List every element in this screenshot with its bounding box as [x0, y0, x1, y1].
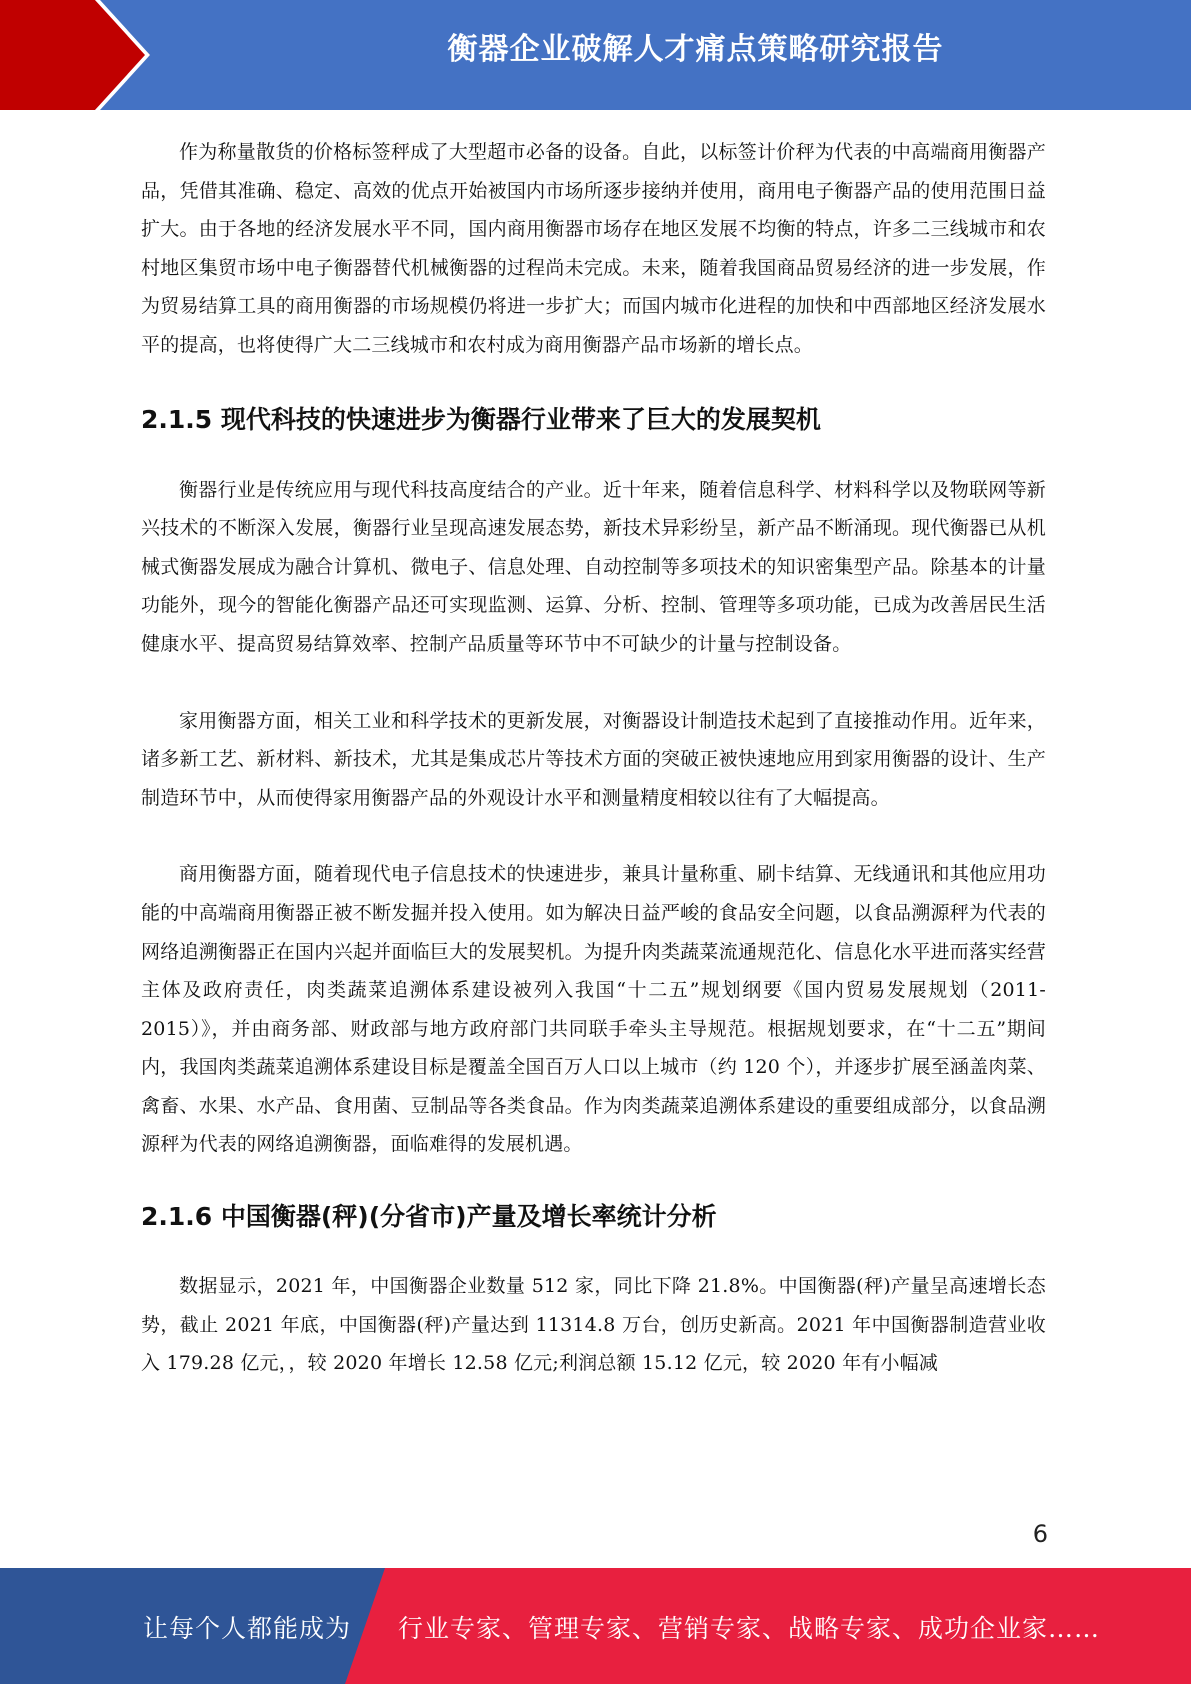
page-number: 6 [1032, 1520, 1048, 1548]
report-header [0, 0, 1191, 110]
paragraph-2-1-6-data: 数据显示，2021 年，中国衡器企业数量 512 家，同比下降 21.8%。中国衡器(秤)产量呈高速增长态势，截止 2021 年底，中国衡器(秤)产量达到 11314.8 万台，创历史新高。2021 年中国衡器制造营业收入 179.28 亿元，，较 2020 年增长 12.58 亿元;利润总额 15.12 亿元，较 2020 年有小幅减 [141, 1275, 1046, 1375]
header-chevron-decoration [0, 0, 160, 110]
header-red-chevron [0, 0, 150, 110]
paragraph-intro: 作为称量散货的价格标签秤成了大型超市必备的设备。自此，以标签计价秤为代表的中高端商用衡器产品，凭借其准确、稳定、高效的优点开始被国内市场所逐步接纳并使用，商用电子衡器产品的使用范围日益扩大。由于各地的经济发展水平不同，国内商用衡器市场存在地区发展不均衡的特点，许多二三线城市和农村地区集贸市场中电子衡器替代机械衡器的过程尚未完成。未来，随着我国商品贸易经济的进一步发展，作为贸易结算工具的商用衡器的市场规模仍将进一步扩大；而国内城市化进程的加快和中西部地区经济发展水平的提高，也将使得广大二三线城市和农村成为商用衡器产品市场新的增长点。 [141, 141, 1046, 356]
paragraph-2-1-5-household: 家用衡器方面，相关工业和科学技术的更新发展，对衡器设计制造技术起到了直接推动作用。近年来，诸多新工艺、新材料、新技术，尤其是集成芯片等技术方面的突破正被快速地应用到家用衡器的设计、生产制造环节中，从而使得家用衡器产品的外观设计水平和测量精度相较以往有了大幅提高。 [141, 709, 1046, 809]
report-footer [0, 1568, 1191, 1684]
footer-slogan-left: 让每个人都能成为 [143, 1614, 352, 1643]
paragraph-2-1-5-commercial: 商用衡器方面，随着现代电子信息技术的快速进步，兼具计量称重、刷卡结算、无线通讯和其他应用功能的中高端商用衡器正被不断发掘并投入使用。如为解决日益严峻的食品安全问题，以食品溯源秤为代表的网络追溯衡器正在国内兴起并面临巨大的发展契机。为提升肉类蔬菜流通规范化、信息化水平进而落实经营主体及政府责任，肉类蔬菜追溯体系建设被列入我国“十二五”规划纲要《国内贸易发展规划（2011-2015）》，并由商务部、财政部与地方政府部门共同联手牵头主导规范。根据规划要求，在“十二五”期间内，我国肉类蔬菜追溯体系建设目标是覆盖全国百万人口以上城市（约 120 个），并逐步扩展至涵盖肉菜、禽畜、水果、水产品、食用菌、豆制品等各类食品。作为肉类蔬菜追溯体系建设的重要组成部分，以食品溯源秤为代表的网络追溯衡器，面临难得的发展机遇。 [141, 863, 1046, 1156]
section-heading-2-1-5: 2.1.5 现代科技的快速进步为衡器行业带来了巨大的发展契机 [141, 404, 821, 434]
report-title: 衡器企业破解人才痛点策略研究报告 [447, 32, 944, 67]
section-heading-2-1-6: 2.1.6 中国衡器(秤)(分省市)产量及增长率统计分析 [141, 1202, 717, 1232]
page-body [141, 133, 1046, 1383]
footer-slogan-right: 行业专家、管理专家、营销专家、战略专家、成功企业家…… [398, 1614, 1101, 1643]
paragraph-2-1-5-industry: 衡器行业是传统应用与现代科技高度结合的产业。近十年来，随着信息科学、材料科学以及物联网等新兴技术的不断深入发展，衡器行业呈现高速发展态势，新技术异彩纷呈，新产品不断涌现。现代衡器已从机械式衡器发展成为融合计算机、微电子、信息处理、自动控制等多项技术的知识密集型产品。除基本的计量功能外，现今的智能化衡器产品还可实现监测、运算、分析、控制、管理等多项功能，已成为改善居民生活健康水平、提高贸易结算效率、控制产品质量等环节中不可缺少的计量与控制设备。 [141, 478, 1046, 655]
